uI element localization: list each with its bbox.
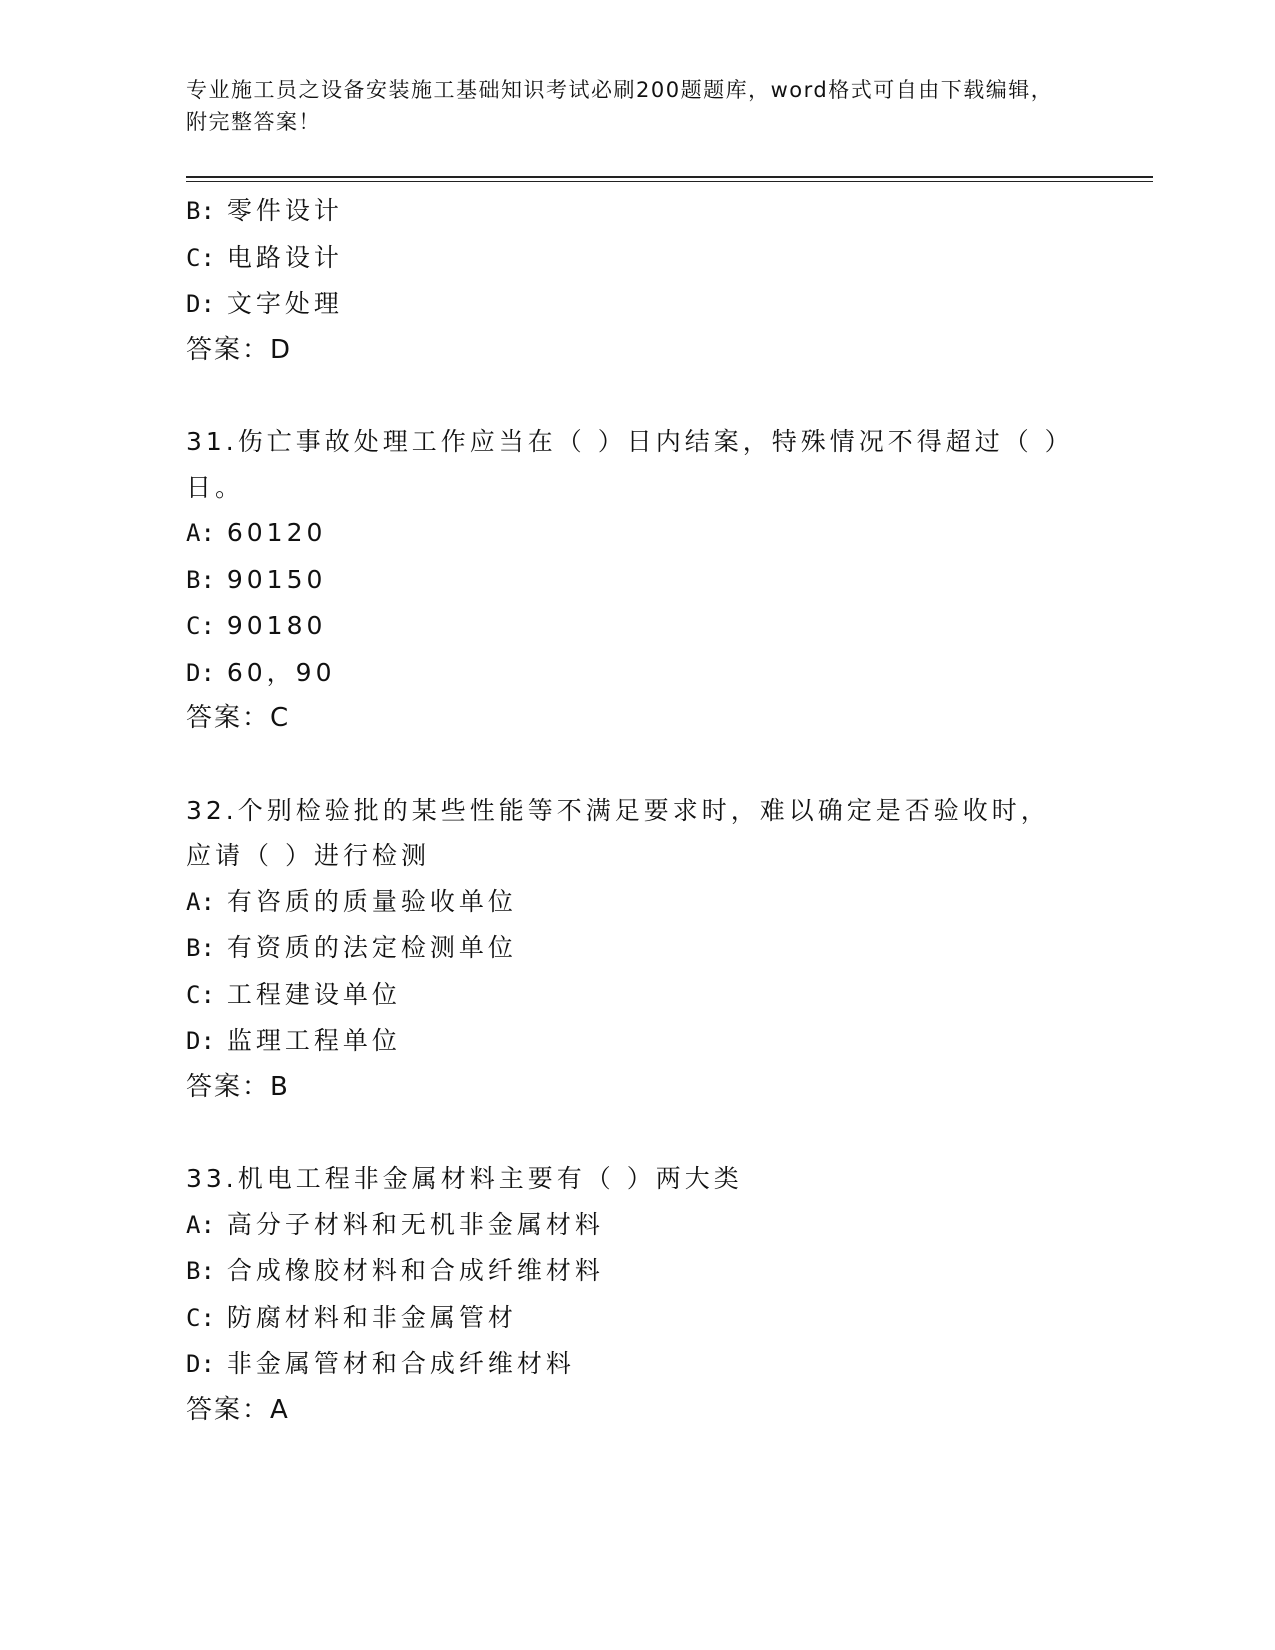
option-letter: B: (186, 934, 215, 962)
answer-value: A (270, 1394, 288, 1425)
option-b (186, 1248, 1086, 1295)
option-a (186, 510, 1086, 557)
option-letter: A: (186, 1210, 215, 1239)
page-header (186, 74, 1066, 138)
question-31 (186, 419, 1086, 742)
question-32 (186, 788, 1086, 1111)
option-text: 有咨质的质量验收单位 (226, 886, 517, 916)
spacer (186, 742, 1086, 788)
option-letter: D: (186, 290, 215, 318)
option-text: 非金属管材和合成纤维材料 (226, 1349, 575, 1378)
answer-label: 答案： (186, 1394, 271, 1425)
question-stem: 31.伤亡事故处理工作应当在（ ）日内结案，特殊情况不得超过（ ）日。 (186, 427, 1062, 502)
option-a (186, 879, 1086, 926)
question-stem: 32.个别检验批的某些性能等不满足要求时，难以确定是否验收时，应请（ ）进行检测 (186, 795, 1050, 870)
spacer (186, 373, 1086, 419)
option-text: 有资质的法定检测单位 (226, 933, 517, 962)
question-fragment (186, 188, 1086, 373)
option-a (186, 1202, 1086, 1249)
option-text: 60120 (226, 518, 327, 547)
option-text: 监理工程单位 (226, 1026, 401, 1055)
question-list (186, 188, 1086, 1433)
option-letter: C: (186, 1303, 215, 1332)
option-letter: D: (186, 1350, 215, 1378)
option-c (186, 603, 1086, 650)
answer-value: D (270, 334, 291, 365)
answer-line (186, 1388, 1086, 1434)
option-letter: C: (186, 243, 215, 272)
option-c (186, 235, 1086, 282)
option-text: 防腐材料和非金属管材 (226, 1302, 517, 1332)
option-letter: B: (186, 1257, 215, 1285)
answer-label: 答案： (186, 703, 271, 733)
question-stem: 33.机电工程非金属材料主要有（ ）两大类 (186, 1164, 743, 1193)
header-title: 专业施工员之设备安装施工基础知识考试必刷200题题库，word格式可自由下载编辑，附完整答案！ (186, 78, 1054, 134)
option-d (186, 650, 1086, 697)
option-letter: B: (186, 565, 215, 594)
option-letter: D: (186, 658, 215, 687)
option-text: 90180 (226, 611, 327, 640)
answer-label: 答案： (186, 1071, 271, 1102)
option-c (186, 1295, 1086, 1342)
option-text: 合成橡胶材料和合成纤维材料 (226, 1256, 604, 1285)
answer-value: C (270, 703, 289, 733)
option-letter: C: (186, 980, 215, 1009)
option-letter: D: (186, 1027, 215, 1055)
option-text: 高分子材料和无机非金属材料 (226, 1209, 604, 1239)
option-b (186, 557, 1086, 604)
answer-value: B (270, 1071, 288, 1102)
answer-line (186, 1065, 1086, 1111)
option-text: 工程建设单位 (226, 979, 401, 1009)
question-33 (186, 1156, 1086, 1433)
spacer (186, 1110, 1086, 1156)
option-text: 电路设计 (226, 242, 343, 272)
option-d (186, 1341, 1086, 1388)
option-text: 文字处理 (226, 289, 343, 318)
option-b (186, 925, 1086, 972)
option-c (186, 972, 1086, 1019)
option-b (186, 188, 1086, 235)
header-divider (186, 176, 1153, 182)
option-text: 90150 (226, 564, 327, 594)
option-letter: A: (186, 519, 215, 547)
answer-line (186, 696, 1086, 742)
option-d (186, 1018, 1086, 1065)
option-letter: A: (186, 887, 215, 916)
option-text: 零件设计 (226, 196, 343, 225)
option-text: 60，90 (226, 657, 336, 687)
answer-label: 答案： (186, 334, 271, 365)
option-letter: C: (186, 612, 215, 640)
answer-line (186, 328, 1086, 374)
option-d (186, 281, 1086, 328)
option-letter: B: (186, 197, 215, 225)
